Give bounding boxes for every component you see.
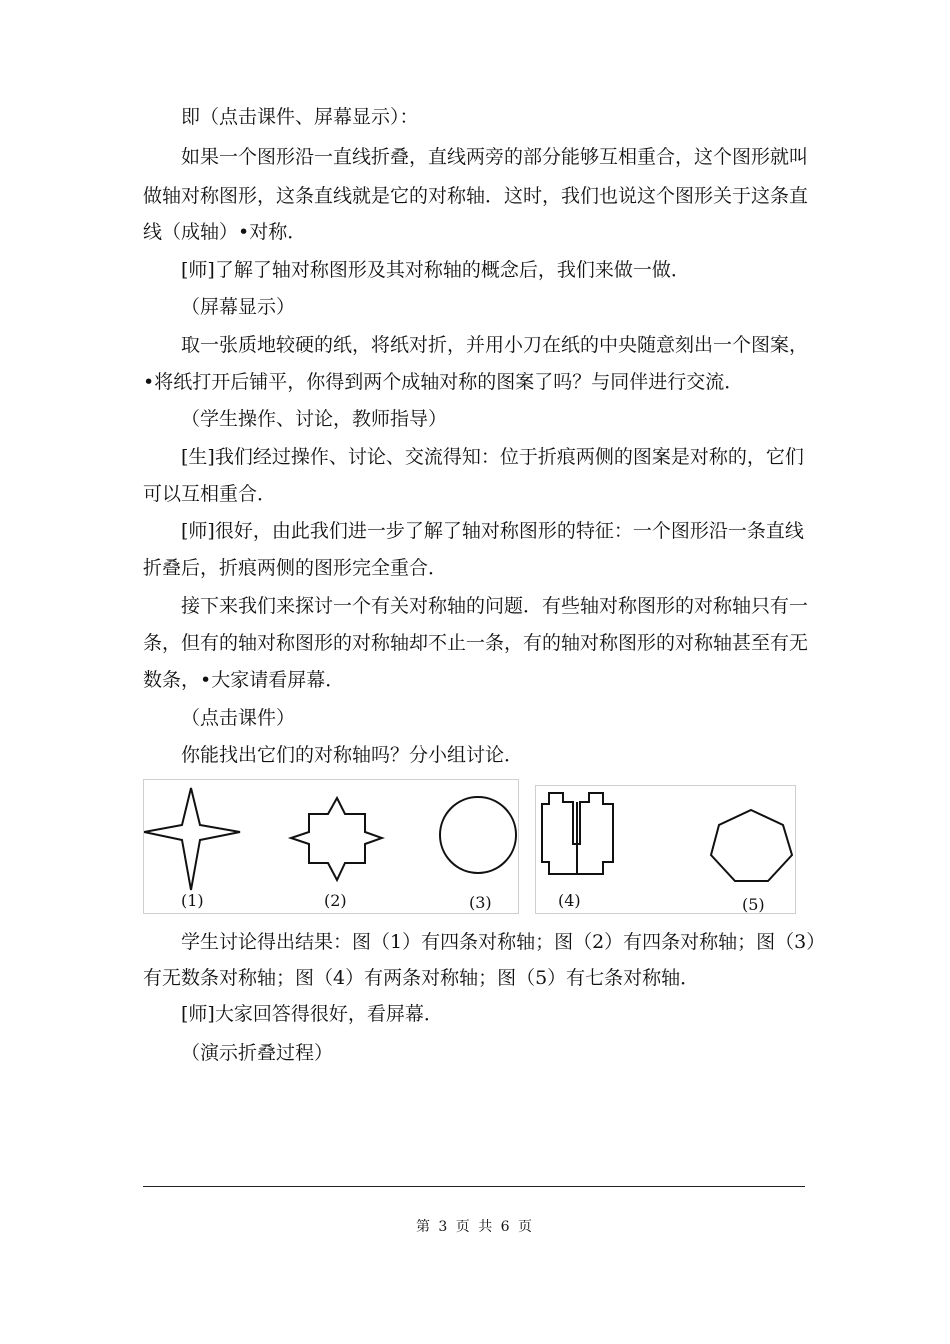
figure-label-5: (5) xyxy=(742,895,765,913)
footer-divider xyxy=(143,1186,805,1187)
stepped-column-left-shape xyxy=(542,793,577,874)
figure-panel-a-svg xyxy=(144,780,518,913)
heptagon-shape xyxy=(711,810,792,881)
paragraph-line: 折叠后，折痕两侧的图形完全重合． xyxy=(143,557,448,579)
paragraph-line: 线（成轴）•对称． xyxy=(143,221,307,243)
paragraph-line: （点击课件） xyxy=(181,707,296,729)
stepped-column-right-shape xyxy=(577,793,613,874)
figure-panel-a xyxy=(143,779,519,914)
figure-label-1: (1) xyxy=(181,891,204,910)
paragraph-line: 你能找出它们的对称轴吗？分小组讨论． xyxy=(181,744,524,766)
paragraph-line: （演示折叠过程） xyxy=(181,1042,334,1064)
paragraph-line: [生]我们经过操作、讨论、交流得知：位于折痕两侧的图案是对称的，它们 xyxy=(181,446,804,468)
paragraph-line: [师]了解了轴对称图形及其对称轴的概念后，我们来做一做． xyxy=(181,259,690,281)
paragraph-line: [师]很好，由此我们进一步了解了轴对称图形的特征：一个图形沿一条直线 xyxy=(181,520,804,542)
eight-point-star-shape xyxy=(291,798,382,880)
four-point-star-shape xyxy=(144,788,240,890)
paragraph-line: [师]大家回答得很好，看屏幕． xyxy=(181,1003,443,1025)
figure-panel-b xyxy=(535,785,796,914)
paragraph-line: （学生操作、讨论，教师指导） xyxy=(181,408,448,430)
figure-label-4: (4) xyxy=(558,891,581,910)
figure-label-3: (3) xyxy=(469,893,492,912)
paragraph-line: 即（点击课件、屏幕显示）： xyxy=(181,106,419,128)
figure-panel-b-svg xyxy=(536,786,795,913)
paragraph-line: 取一张质地较硬的纸，将纸对折，并用小刀在纸的中央随意刻出一个图案， xyxy=(181,334,809,356)
paragraph-line: 可以互相重合． xyxy=(143,483,277,505)
paragraph-line: 如果一个图形沿一直线折叠，直线两旁的部分能够互相重合，这个图形就叫 xyxy=(181,146,809,168)
page-number-footer: 第 3 页 共 6 页 xyxy=(415,1219,535,1235)
paragraph-line: 学生讨论得出结果：图（1）有四条对称轴；图（2）有四条对称轴；图（3） xyxy=(181,931,826,953)
paragraph-line: 接下来我们来探讨一个有关对称轴的问题．有些轴对称图形的对称轴只有一 xyxy=(181,595,809,617)
circle-shape xyxy=(440,797,516,873)
paragraph-line: 有无数条对称轴；图（4）有两条对称轴；图（5）有七条对称轴． xyxy=(143,967,700,989)
paragraph-line: （屏幕显示） xyxy=(181,296,296,318)
paragraph-line: •将纸打开后铺平，你得到两个成轴对称的图案了吗？与同伴进行交流． xyxy=(143,371,744,393)
paragraph-line: 条，但有的轴对称图形的对称轴却不止一条，有的轴对称图形的对称轴甚至有无 xyxy=(143,632,809,654)
paragraph-line: 数条，•大家请看屏幕． xyxy=(143,669,345,691)
figure-label-2: (2) xyxy=(324,891,347,910)
paragraph-line: 做轴对称图形，这条直线就是它的对称轴．这时，我们也说这个图形关于这条直 xyxy=(143,185,809,207)
